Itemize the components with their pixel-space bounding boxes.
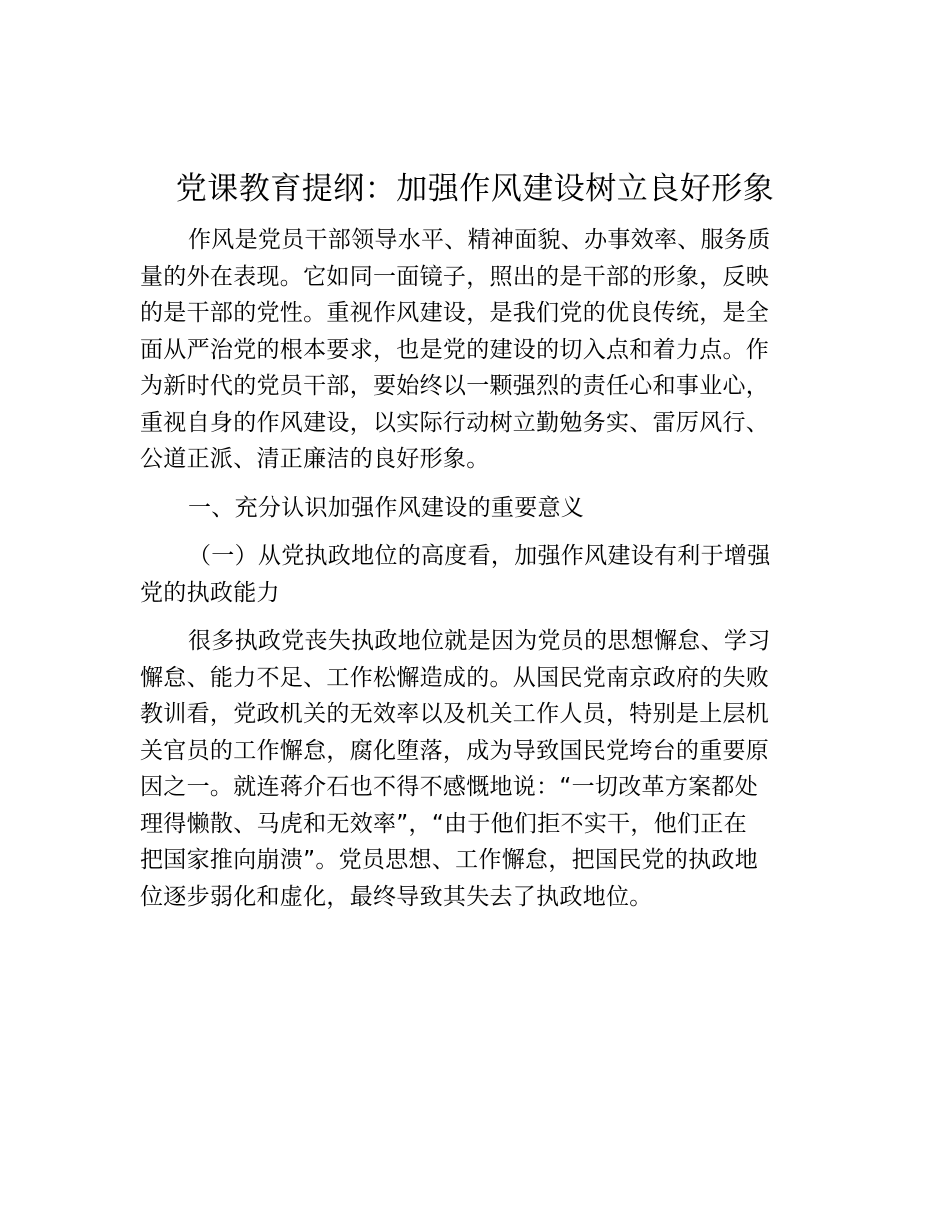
paragraph-gap — [140, 526, 812, 538]
text-line: 公道正派、清正廉洁的良好形象。 — [140, 446, 490, 472]
paragraph-body — [140, 623, 812, 915]
text-line: 为新时代的党员干部，要始终以一颗强烈的责任心和事业心， — [140, 373, 770, 399]
paragraph-intro — [140, 222, 812, 478]
text-line: 关官员的工作懈怠，腐化堕落，成为导致国民党垮台的重要原 — [140, 737, 770, 764]
text-line: 量的外在表现。它如同一面镜子，照出的是干部的形象，反映 — [140, 263, 770, 290]
text-line: 因之一。就连蒋介石也不得不感慨地说：“一切改革方案都处 — [140, 774, 759, 800]
text-line: 的是干部的党性。重视作风建设，是我们党的优良传统，是全 — [140, 300, 770, 326]
text-line: 把国家推向崩溃”。党员思想、工作懈怠，把国民党的执政地 — [140, 847, 759, 873]
text-line: 懈怠、能力不足、工作松懈造成的。从国民党南京政府的失败 — [140, 664, 770, 691]
paragraph-gap — [140, 611, 812, 623]
document-page — [140, 168, 812, 915]
text-line: （一）从党执政地位的高度看，加强作风建设有利于增强 — [188, 543, 771, 569]
subsection-heading — [140, 538, 812, 611]
document-title: 党课教育提纲：加强作风建设树立良好形象 — [175, 171, 775, 207]
text-line: 作风是党员干部领导水平、精神面貌、办事效率、服务质 — [188, 227, 771, 253]
text-line: 一、充分认识加强作风建设的重要意义 — [188, 494, 585, 521]
text-line: 面从严治党的根本要求，也是党的建设的切入点和着力点。作 — [140, 336, 770, 363]
text-line: 党的执政能力 — [140, 579, 280, 606]
text-line: 教训看，党政机关的无效率以及机关工作人员，特别是上层机 — [140, 701, 770, 727]
text-line: 重视自身的作风建设，以实际行动树立勤勉务实、雷厉风行、 — [140, 409, 770, 436]
text-line: 很多执政党丧失执政地位就是因为党员的思想懈怠、学习 — [188, 628, 771, 654]
paragraph-gap — [140, 478, 812, 490]
text-line: 理得懒散、马虎和无效率”，“由于他们拒不实干，他们正在 — [140, 810, 747, 837]
section-heading — [140, 490, 812, 527]
text-line: 位逐步弱化和虚化，最终导致其失去了执政地位。 — [140, 883, 653, 910]
